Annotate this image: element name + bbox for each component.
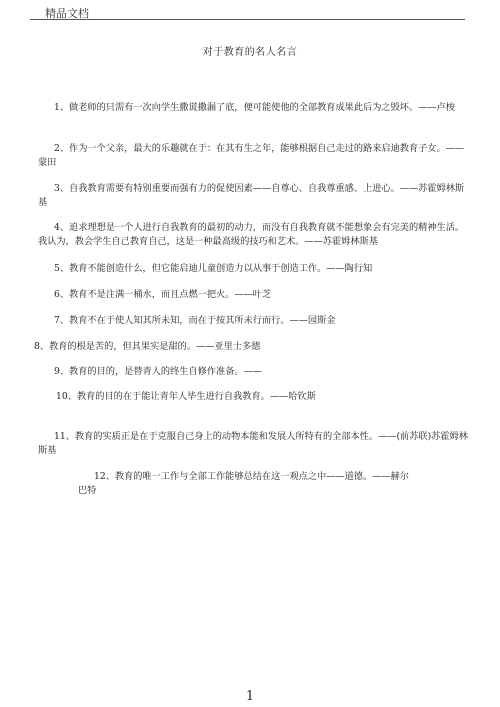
quote-1: 1、做老师的只需有一次向学生撒谎撒漏了底，便可能使他的全部教育成果此后为之毁坏。——卢梭: [54, 102, 455, 113]
quote-9: 9、教育的目的，是替青人的终生自修作准备。——: [54, 366, 262, 377]
quote-3: 3、自我教育需要有特别重要而强有力的促使因素——自尊心、自我尊重感、上进心。——苏霍姆林斯基: [38, 183, 465, 208]
quote-6: 6、教育不是注满一桶水，而且点燃一把火。——叶芝: [54, 289, 272, 300]
quote-8: 8、教育的根是苦的，但其果实是甜的。——亚里士多德: [34, 341, 261, 352]
quote-12: 12、教育的唯一工作与全部工作能够总结在这一观点之中——道德。——赫尔巴特: [78, 471, 409, 496]
quote-4: 4、追求理想是一个人进行自我教育的最初的动力，而没有自我教育就不能想象会有完美的精神生活。我认为，教会学生自己教育自己，这是一种最高级的技巧和艺术。——苏霍姆林斯基: [38, 222, 465, 247]
quote-11: 11、教育的实质正是在于克服自己身上的动物本能和发展人所特有的全部本性。——(前苏联)苏霍姆林斯基: [38, 431, 468, 456]
header-label: 精品文档: [45, 7, 89, 20]
quote-10: 10、教育的目的在于能让青年人毕生进行自我教育。——哈钦斯: [56, 391, 316, 402]
page-title: 对于教育的名人名言: [202, 47, 298, 58]
quote-5: 5、教育不能创造什么，但它能启迪儿童创造力以从事于创造工作。——陶行知: [54, 263, 373, 274]
quote-7: 7、教育不在于使人知其所未知，而在于按其所未行而行。——园斯金: [54, 315, 336, 326]
quote-2: 2、作为一个父亲，最大的乐趣就在于：在其有生之年，能够根据自己走过的路来启迪教育子女。——蒙田: [38, 143, 465, 168]
header-rule: [30, 19, 465, 20]
page-number: 1: [245, 689, 255, 704]
